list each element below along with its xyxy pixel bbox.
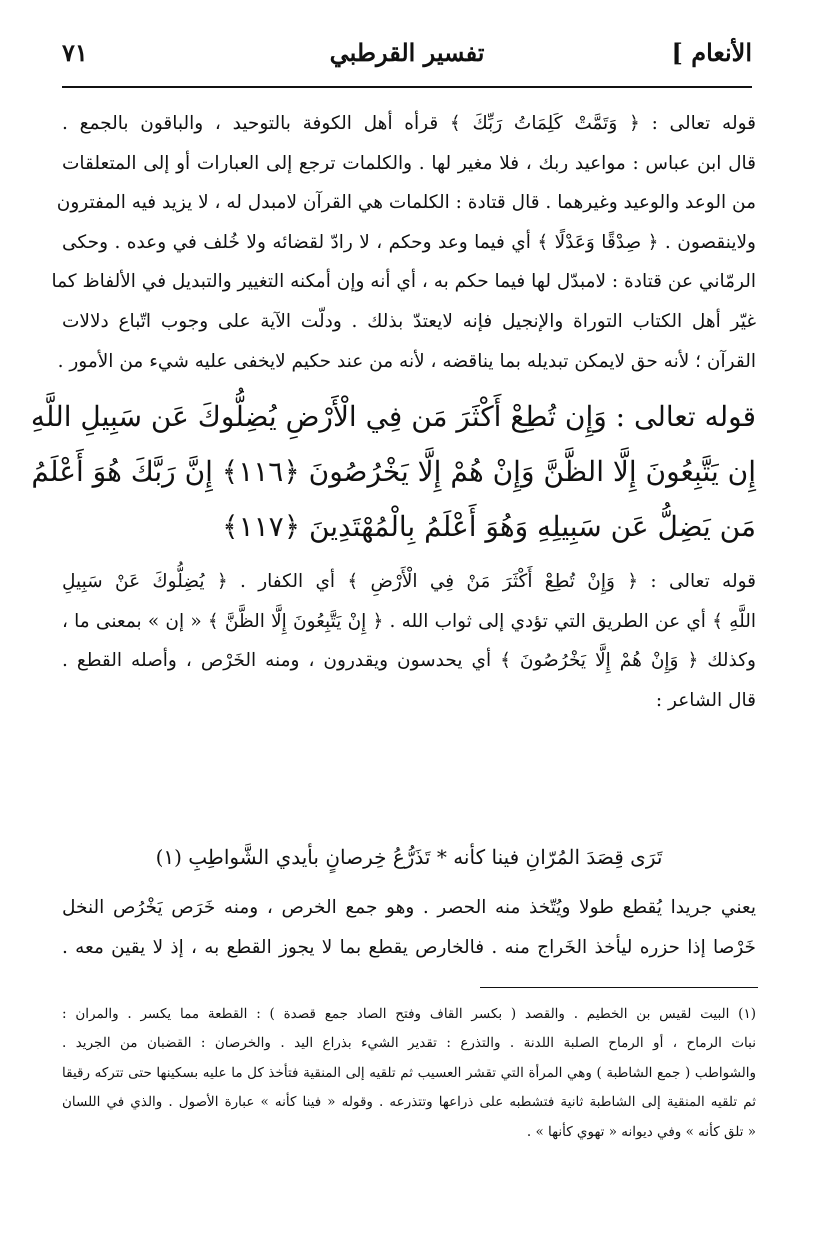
main-text-continued [62,888,756,967]
verse-line: مَن يَضِلُّ عَن سَبِيلِهِ وَهُوَ أَعْلَمُ بِالْمُهْتَدِينَ ﴿١١٧﴾ [222,510,756,544]
quran-verse-block [30,389,756,554]
text-line: ولاينقصون . ﴿ صِدْقًا وَعَدْلًا ﴾ أي فيما وعد وحكم ، لا رادّ لقضائه ولا خُلف في وعده . وحكى [62,231,756,253]
footnotes [62,1000,756,1147]
text-line: الرمّاني عن قتادة : لامبدّل لها فيما حكم به ، أي أنه وإن أمكنه التغيير والتبديل في الألفاظ كما [51,271,756,293]
text-line: قال ابن عباس : مواعيد ربك ، فلا مغير لها . والكلمات ترجع إلى العبارات أو إلى المتعلقات [62,152,756,174]
page-header [62,28,752,84]
footnote-line: نبات الرماح ، أو الرماح الصلبة اللدنة . والتذرع : تقدير الشيء بذراع اليد . والخرصان : القضبان من الجريد . [62,1035,756,1052]
text-line: غيّر أهل الكتاب التوراة والإنجيل فإنه لايعتدّ بذلك . ودلّت الآية على وجوب اتّباع دلالات [62,310,756,332]
verse-line: قوله تعالى : وَإِن تُطِعْ أَكْثَرَ مَن فِي الْأَرْضِ يُضِلُّوكَ عَن سَبِيلِ اللَّهِ [30,400,756,434]
text-line: اللَّهِ ﴾ أي عن الطريق التي تؤدي إلى ثواب الله . ﴿ إِنْ يَتَّبِعُونَ إِلَّا الظَّنَّ ﴾ « إن » بمعنى ما ، [62,610,756,632]
footnote-divider [480,987,758,988]
commentary-paragraph-1 [51,104,756,381]
footnote-line: والشواطب ( جمع الشاطبة ) وهي المرأة التي تقشر العسيب ثم تلقيه إلى المنقية فتأخذ كل ما عليه بسكينها حتى تتركه رقيقا [62,1064,756,1081]
poetry-verse: تَرَى قِصَدَ المُرّانِ فينا كأنه * تَذَرُّعُ خِرصانٍ بأيدي الشَّواطِبِ (١) [155,845,663,869]
text-line: من الوعد والوعيد وغيرهما . قال قتادة : الكلمات هي القرآن لامبدل له ، لا يزيد فيه المفترون [56,192,756,214]
text-line: القرآن ؛ لأنه حق لايمكن تبديله بما يناقضه ، لأنه من عند حكيم لايخفى عليه شيء من الأمور . [57,350,756,372]
footnote-line: « تلق كأنه » وفي ديوانه « تهوي كأنها » . [526,1123,756,1140]
text-line: قوله تعالى : ﴿ وَإِنْ تُطِعْ أَكْثَرَ مَنْ فِي الْأَرْضِ ﴾ أي الكفار . ﴿ يُضِلُّوكَ عَنْ سَبِيلِ [62,571,756,593]
verse-line: إِن يَتَّبِعُونَ إِلَّا الظَّنَّ وَإِنْ هُمْ إِلَّا يَخْرُصُونَ ﴿١١٦﴾ إِنَّ رَبَّكَ هُوَ أَعْلَمُ [31,455,756,489]
text-line: خَرْصا إذا حزره ليأخذ الخَراج منه . فالخارص يقطع بما لا يجوز القطع به ، إذ لا يقين معه . [62,936,756,958]
book-title: تفسير القرطبي [329,38,485,67]
footnote-line: (١) البيت لقيس بن الخطيم . والقصد ( بكسر القاف وفتح الصاد جمع قصدة ) : القطعة مما يكسر . والمران : [62,1006,756,1022]
text-line: قوله تعالى : ﴿ وَتَمَّتْ كَلِمَاتُ رَبِّكَ ﴾ قرأه أهل الكوفة بالتوحيد ، والباقون بالجمع . [62,113,756,134]
commentary-paragraph-2 [62,562,756,720]
text-line: قال الشاعر : [655,689,756,711]
header-divider [62,86,752,88]
page-number: ٧١ [62,38,88,67]
main-text [30,104,756,721]
text-line: يعني جريدا يُقطع طولا ويُتّخذ منه الحصر . وهو جمع الخرص ، ومنه خَرَص يَخْرُص النخل [62,897,756,918]
text-line: وكذلك ﴿ وَإِنْ هُمْ إِلَّا يَخْرُصُونَ ﴾ أي يحدسون ويقدرون ، ومنه الخَرْص ، وأصله القطع . [62,650,756,672]
footnote-line: ثم تلقيه المنقية إلى الشاطبة ثانية فتشطبه على ذراعها وتتذرعه . وقوله « فينا كأنه » عبارة الأصول . والذي في اللسان [62,1094,756,1111]
surah-name: الأنعام ] [671,38,752,67]
